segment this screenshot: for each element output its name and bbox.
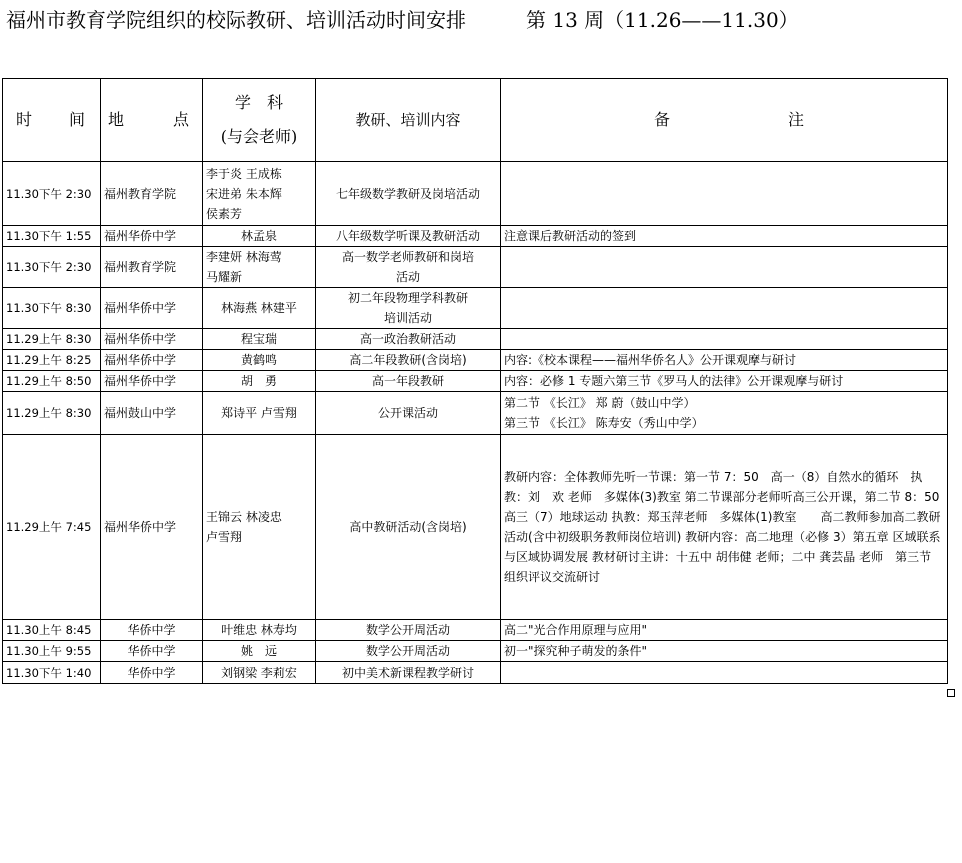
- location-cell: 福州华侨中学: [101, 288, 203, 329]
- location-cell: 福州华侨中学: [101, 350, 203, 371]
- location-cell: 华侨中学: [101, 620, 203, 641]
- time-cell: 11.30下午 1:40: [3, 662, 101, 684]
- location-cell: 福州华侨中学: [101, 371, 203, 392]
- note-cell: 第二节 《长江》 郑 蔚（鼓山中学） 第三节 《长江》 陈寿安（秀山中学）: [501, 392, 948, 435]
- note-cell: [501, 247, 948, 288]
- location-cell: 福州华侨中学: [101, 329, 203, 350]
- location-cell: 福州华侨中学: [101, 435, 203, 620]
- note-cell: 高二"光合作用原理与应用": [501, 620, 948, 641]
- table-row: [3, 662, 948, 684]
- subject-cell: 黄鹤鸣: [203, 350, 316, 371]
- note-cell: 内容:《校本课程——福州华侨名人》公开课观摩与研讨: [501, 350, 948, 371]
- table-row: [3, 226, 948, 247]
- table-row: [3, 350, 948, 371]
- location-cell: 华侨中学: [101, 641, 203, 662]
- note-cell: [501, 662, 948, 684]
- note-cell: 教研内容：全体教师先听一节课：第一节 7：50 高一（8）自然水的循环 执教：刘 欢 老师 多媒体(3)教室 第二节课部分老师听高三公开课，第二节 8：50 高三（7）地球运动 执教：郑玉萍老师 多媒体(1)教室 高二教师参加高二教研活动(含中初级职务教师岗位培训) 教研内容：高二地理（必修 3）第五章 区域联系与区域协调发展 教材研讨主讲：十五中 胡伟健 老师；二中 龚芸晶 老师 第三节 组织评议交流研讨: [501, 435, 948, 620]
- table-row: [3, 371, 948, 392]
- subject-cell: 姚 远: [203, 641, 316, 662]
- time-cell: 11.30下午 2:30: [3, 247, 101, 288]
- content-cell: 高中教研活动(含岗培): [316, 435, 501, 620]
- table-row: [3, 288, 948, 329]
- header-content: 教研、培训内容: [316, 79, 501, 162]
- note-cell: [501, 329, 948, 350]
- time-cell: 11.30下午 8:30: [3, 288, 101, 329]
- header-location: 地 点: [101, 79, 203, 162]
- subject-cell: 刘钢梁 李莉宏: [203, 662, 316, 684]
- table-row: [3, 329, 948, 350]
- note-cell: [501, 288, 948, 329]
- table-row: [3, 392, 948, 435]
- time-cell: 11.29上午 7:45: [3, 435, 101, 620]
- subject-cell: 叶维忠 林寿均: [203, 620, 316, 641]
- location-cell: 华侨中学: [101, 662, 203, 684]
- header-time: 时 间: [3, 79, 101, 162]
- subject-cell: 王锦云 林凌忠 卢雪翔: [203, 435, 316, 620]
- location-cell: 福州教育学院: [101, 247, 203, 288]
- content-cell: 公开课活动: [316, 392, 501, 435]
- time-cell: 11.30上午 8:45: [3, 620, 101, 641]
- note-cell: 初一"探究种子萌发的条件": [501, 641, 948, 662]
- table-row: [3, 435, 948, 620]
- location-cell: 福州华侨中学: [101, 226, 203, 247]
- subject-cell: 李建妍 林海莺 马耀新: [203, 247, 316, 288]
- location-cell: 福州鼓山中学: [101, 392, 203, 435]
- page-title: 福州市教育学院组织的校际教研、培训活动时间安排 第 13 周（11.26——11.30）: [6, 8, 799, 32]
- table-row: [3, 620, 948, 641]
- note-cell: 注意课后教研活动的签到: [501, 226, 948, 247]
- time-cell: 11.29上午 8:25: [3, 350, 101, 371]
- subject-cell: 胡 勇: [203, 371, 316, 392]
- content-cell: 八年级数学听课及教研活动: [316, 226, 501, 247]
- note-cell: 内容：必修 1 专题六第三节《罗马人的法律》公开课观摩与研讨: [501, 371, 948, 392]
- schedule-table: [2, 78, 952, 684]
- content-cell: 高一政治教研活动: [316, 329, 501, 350]
- time-cell: 11.30下午 1:55: [3, 226, 101, 247]
- header-subject: 学 科 (与会老师): [203, 79, 316, 162]
- subject-cell: 郑诗平 卢雪翔: [203, 392, 316, 435]
- header-row: [3, 79, 948, 162]
- location-cell: 福州教育学院: [101, 162, 203, 226]
- content-cell: 七年级数学教研及岗培活动: [316, 162, 501, 226]
- subject-cell: 林孟泉: [203, 226, 316, 247]
- subject-cell: 程宝瑞: [203, 329, 316, 350]
- time-cell: 11.29上午 8:30: [3, 392, 101, 435]
- content-cell: 高二年段教研(含岗培): [316, 350, 501, 371]
- content-cell: 初中美术新课程教学研讨: [316, 662, 501, 684]
- note-cell: [501, 162, 948, 226]
- content-cell: 初二年段物理学科教研 培训活动: [316, 288, 501, 329]
- time-cell: 11.29上午 8:30: [3, 329, 101, 350]
- table-row: [3, 162, 948, 226]
- time-cell: 11.30下午 2:30: [3, 162, 101, 226]
- subject-cell: 李于炎 王成栋 宋进弟 朱本辉 侯素芳: [203, 162, 316, 226]
- subject-cell: 林海燕 林建平: [203, 288, 316, 329]
- content-cell: 高一数学老师教研和岗培 活动: [316, 247, 501, 288]
- table-resize-handle[interactable]: [947, 689, 955, 697]
- table-row: [3, 641, 948, 662]
- table-row: [3, 247, 948, 288]
- time-cell: 11.30上午 9:55: [3, 641, 101, 662]
- header-note: 备 注: [501, 79, 948, 162]
- content-cell: 数学公开周活动: [316, 620, 501, 641]
- content-cell: 高一年段教研: [316, 371, 501, 392]
- content-cell: 数学公开周活动: [316, 641, 501, 662]
- time-cell: 11.29上午 8:50: [3, 371, 101, 392]
